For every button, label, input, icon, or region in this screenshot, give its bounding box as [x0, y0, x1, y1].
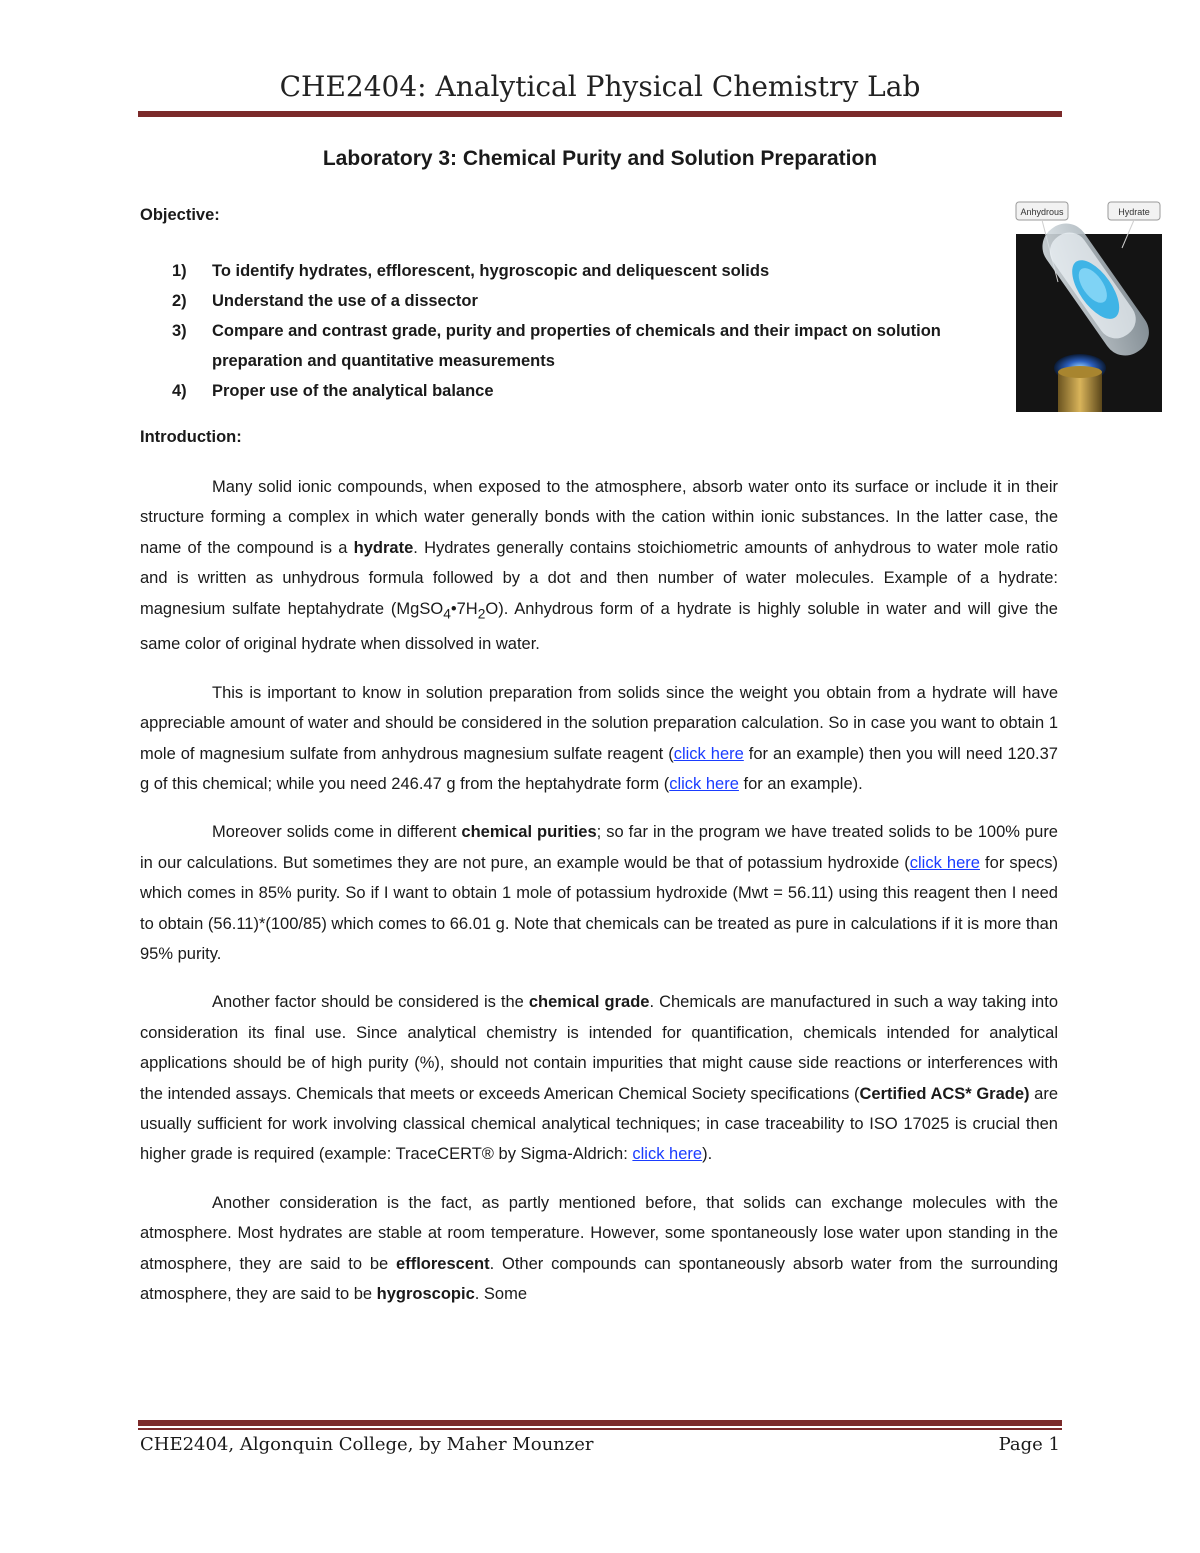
paragraph-atmosphere-exchange: Another consideration is the fact, as partly mentioned before, that solids can exchange molecules with the atmosphere. Most hydrates are stable at room temperature. However, some spontaneously lose water upon standing in the atmosphere, they are said to be efflorescent. Other compounds can spontaneously absorb water from the surrounding atmosphere, they are said to be hygroscopic. Some [140, 1193, 1058, 1304]
hydrate-test-tube-figure [1012, 196, 1162, 412]
footer-credit: CHE2404, Algonquin College, by Maher Mounzer [140, 1434, 594, 1455]
introduction-body [140, 472, 1058, 1327]
page-number: Page 1 [998, 1434, 1060, 1455]
click-here-link-heptahydrate[interactable]: click here [669, 774, 739, 793]
footer-rule-thick [138, 1420, 1062, 1426]
click-here-link-tracecert[interactable]: click here [632, 1145, 703, 1164]
introduction-heading: Introduction: [140, 428, 242, 446]
paragraph-chemical-purities: Moreover solids come in different chemical purities; so far in the program we have treated solids to be 100% pure in our calculations. But sometimes they are not pure, an example would be that of potassium hydroxide (click here for specs) which comes in 85% purity. So if I want to obtain 1 mole of potassium hydroxide (Mwt = 56.11) using this reagent then I need to obtain (56.11)*(100/85) which comes to 66.01 g. Note that chemicals can be treated as pure in calculations if it is more than 95% purity. [140, 823, 1058, 963]
paragraph-chemical-grade: Another factor should be considered is the chemical grade. Chemicals are manufactured in such a way taking into consideration its final use. Since analytical chemistry is intended for quantification, chemicals intended for analytical applications should be of high purity (%), should not contain impurities that might cause side reactions or interferences with the intended assays. Chemicals that meets or exceeds American Chemical Society specifications (Certified ACS* Grade) are usually sufficient for work involving classical chemical analytical techniques; in case traceability to ISO 17025 is crucial then higher grade is required (example: TraceCERT® by Sigma-Aldrich: click here). [140, 993, 1058, 1164]
click-here-link-anhydrous[interactable]: click here [673, 744, 744, 763]
list-item: 1) To identify hydrates, efflorescent, hygroscopic and deliquescent solids [172, 262, 770, 280]
objective-heading: Objective: [140, 206, 220, 224]
anhydrous-label: Anhydrous [1020, 207, 1064, 217]
header-rule [138, 111, 1062, 117]
list-item: 2) Understand the use of a dissector [172, 292, 478, 310]
footer-rule-thin [138, 1428, 1062, 1430]
click-here-link-koh-specs[interactable]: click here [909, 853, 980, 872]
objectives-list [140, 256, 980, 406]
page-header-title: CHE2404: Analytical Physical Chemistry Lab [279, 70, 921, 103]
list-item: 3) Compare and contrast grade, purity and properties of chemicals and their impact on solution preparation and quantitative measurements [172, 322, 941, 370]
document-title: Laboratory 3: Chemical Purity and Solution Preparation [322, 147, 878, 170]
hydrate-label: Hydrate [1118, 207, 1150, 217]
paragraph-solution-prep: This is important to know in solution preparation from solids since the weight you obtain from a hydrate will have appreciable amount of water and should be considered in the solution preparation calculation. So in case you want to obtain 1 mole of magnesium sulfate from anhydrous magnesium sulfate reagent (click here for an example) then you will need 120.37 g of this chemical; while you need 246.47 g from the heptahydrate form (click here for an example). [140, 683, 1058, 793]
list-item: 4) Proper use of the analytical balance [172, 382, 494, 400]
paragraph-hydrates: Many solid ionic compounds, when exposed to the atmosphere, absorb water onto its surface or include it in their structure forming a complex in which water generally bonds with the cation within ionic substances. In the latter case, the name of the compound is a hydrate. Hydrates generally contains stoichiometric amounts of anhydrous to water mole ratio and is written as unhydrous formula followed by a dot and then number of water molecules. Example of a hydrate: magnesium sulfate heptahydrate $(MgSO_4•7H_2O)$. Anhydrous form of a hydrate is highly soluble in water and will give the same color of original hydrate when dissolved in water. [140, 478, 1058, 654]
